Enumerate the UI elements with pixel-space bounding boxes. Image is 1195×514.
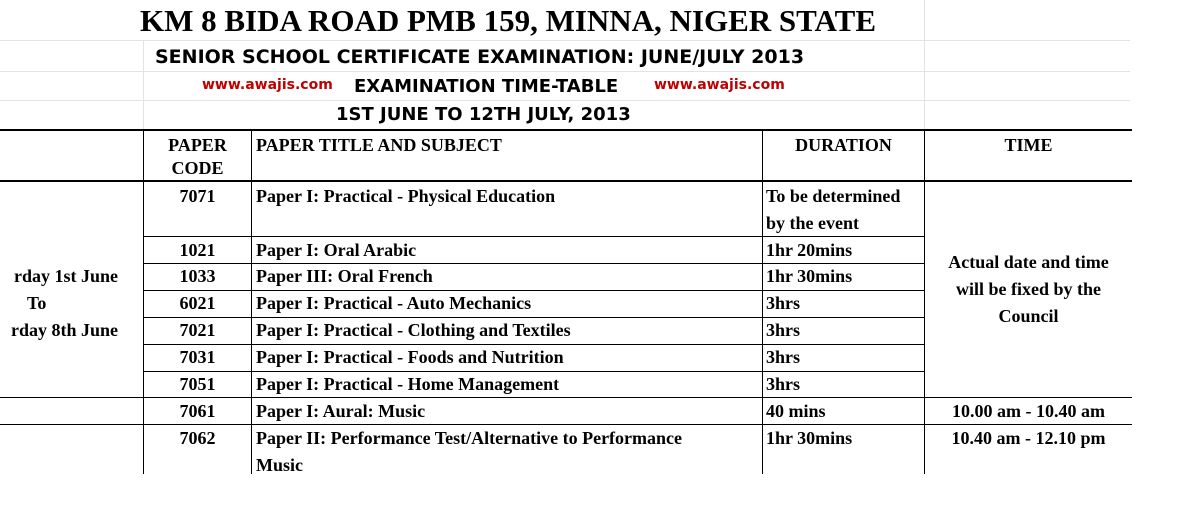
table-row-duration: 1hr 20mins [766, 240, 853, 260]
table-row-time: 10.00 am - 10.40 am [952, 401, 1105, 421]
table-row-duration: 3hrs [766, 320, 801, 340]
table-row-code: 7061 [179, 401, 216, 421]
date-range-line2: To [27, 293, 47, 313]
gridline [0, 71, 1130, 72]
table-row-code: 7051 [179, 374, 216, 394]
table-top-border [0, 129, 1132, 131]
table-row-code: 7021 [179, 320, 216, 340]
column-header-time: TIME [1004, 135, 1053, 155]
table-row-title: Paper I: Oral Arabic [256, 240, 417, 260]
column-border [251, 130, 252, 474]
table-row-duration: by the event [766, 213, 859, 233]
table-row-title: Paper I: Practical - Home Management [256, 374, 560, 394]
gridline [0, 40, 1130, 41]
column-header-code [144, 134, 251, 180]
period-title: 1ST JUNE TO 12TH JULY, 2013 [336, 104, 631, 125]
table-row-duration: 1hr 30mins [766, 428, 853, 448]
table-row-title: Paper III: Oral French [256, 266, 433, 286]
table-row-title: Paper I: Aural: Music [256, 401, 426, 421]
table-row-code: 7031 [179, 347, 216, 367]
table-row-code: 1033 [179, 266, 216, 286]
gridline [924, 0, 925, 130]
address-title: KM 8 BIDA ROAD PMB 159, MINNA, NIGER STATE [140, 3, 876, 38]
merged-time-line2: will be fixed by the [955, 279, 1101, 299]
table-row-time: 10.40 am - 12.10 pm [951, 428, 1106, 448]
table-row-title: Paper I: Practical - Physical Education [256, 186, 556, 206]
header-bottom-border [0, 180, 1132, 182]
table-row-duration: 3hrs [766, 293, 801, 313]
merged-time-line1: Actual date and time [948, 252, 1109, 272]
date-range-line3: rday 8th June [10, 320, 118, 340]
table-row-duration: To be determined [766, 186, 901, 206]
table-row-duration: 40 mins [766, 401, 826, 421]
date-range-line1: rday 1st June [13, 266, 118, 286]
column-border [762, 130, 763, 474]
timetable-title: EXAMINATION TIME-TABLE [354, 76, 619, 97]
table-row-title: Paper I: Practical - Foods and Nutrition [256, 347, 564, 367]
table-row-duration: 3hrs [766, 374, 801, 394]
column-header-title: PAPER TITLE AND SUBJECT [256, 135, 502, 155]
exam-title: SENIOR SCHOOL CERTIFICATE EXAMINATION: JUNE/JULY 2013 [155, 46, 805, 68]
table-row-code: 7062 [179, 428, 216, 448]
merged-time-note [925, 249, 1132, 330]
merged-time-line3: Council [998, 306, 1059, 326]
table-row-code: 7071 [179, 186, 216, 206]
code-header-line2: CODE [171, 158, 224, 178]
table-row-title: Paper II: Performance Test/Alternative to Performance [256, 428, 683, 448]
table-row-code: 6021 [179, 293, 216, 313]
gridline [143, 40, 144, 130]
gridline [0, 100, 1130, 101]
table-row-duration: 1hr 30mins [766, 266, 853, 286]
website-link-left[interactable]: www.awajis.com [202, 77, 333, 93]
table-row-title: Music [256, 455, 303, 475]
table-row-title: Paper I: Practical - Auto Mechanics [256, 293, 532, 313]
code-header-line1: PAPER [168, 135, 227, 155]
table-row-title: Paper I: Practical - Clothing and Textiles [256, 320, 571, 340]
table-row-code: 1021 [179, 240, 216, 260]
table-row-duration: 3hrs [766, 347, 801, 367]
website-link-right[interactable]: www.awajis.com [654, 77, 785, 93]
column-header-duration: DURATION [795, 135, 892, 155]
